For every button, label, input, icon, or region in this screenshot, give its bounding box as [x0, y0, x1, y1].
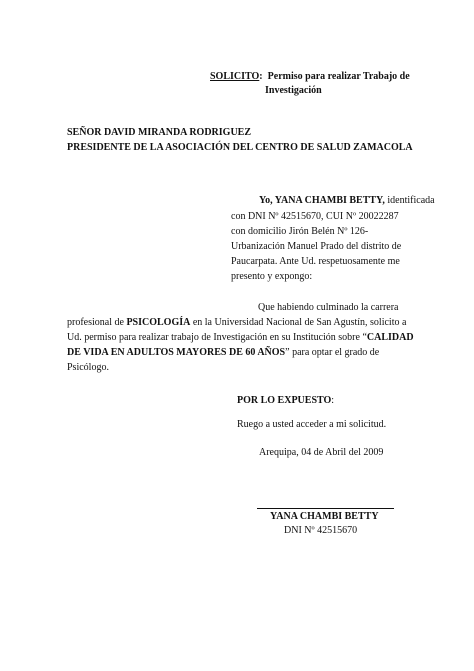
signature-name: YANA CHAMBI BETTY	[270, 511, 379, 522]
body-line1: Que habiendo culminado la carrera	[258, 302, 399, 313]
signature-id: DNI Nº 42515670	[284, 525, 358, 536]
body-line4	[67, 346, 379, 359]
intro-line1-rest: identificada	[384, 195, 435, 206]
requester-name: Yo, YANA CHAMBI BETTY,	[259, 195, 385, 206]
subject-colon: :	[259, 71, 263, 82]
closing-heading	[237, 394, 334, 407]
subject-text-line1: Permiso para realizar Trabajo de	[267, 71, 410, 82]
signature-line	[257, 508, 394, 509]
subject-label: SOLICITO	[210, 71, 260, 82]
thesis-title-part1: CALIDAD	[366, 332, 414, 343]
body-line2	[67, 316, 406, 329]
intro-line6: presento y expongo:	[231, 271, 313, 282]
body-line2-c: en la Universidad Nacional de San Agustín, solicito a	[190, 317, 407, 328]
intro-line1	[259, 194, 435, 207]
addressee-name: SEÑOR DAVID MIRANDA RODRIGUEZ	[67, 127, 252, 138]
subject-line	[210, 70, 410, 83]
subject-text-line2: Investigación	[265, 85, 322, 96]
thesis-title-part2: DE VIDA EN ADULTOS MAYORES DE 60 AÑOS	[67, 347, 286, 358]
closing-heading-text: POR LO EXPUESTO	[237, 395, 332, 406]
degree-name: PSICOLOGÍA	[126, 317, 191, 328]
intro-line3: con domicilio Jirón Belén Nº 126-	[231, 226, 369, 237]
closing-request: Ruego a usted acceder a mi solicitud.	[237, 419, 387, 430]
intro-line5: Paucarpata. Ante Ud. respetuosamente me	[231, 256, 400, 267]
body-line3	[67, 331, 414, 344]
intro-line2: con DNI Nº 42515670, CUI Nº 20022287	[231, 211, 399, 222]
closing-heading-colon: :	[331, 395, 335, 406]
body-line5: Psicólogo.	[67, 362, 109, 373]
place-date: Arequipa, 04 de Abril del 2009	[259, 447, 384, 458]
intro-line4: Urbanización Manuel Prado del distrito de	[231, 241, 402, 252]
body-line4-rest: ” para optar el grado de	[285, 347, 380, 358]
addressee-position: PRESIDENTE DE LA ASOCIACIÓN DEL CENTRO DE SALUD ZAMACOLA	[67, 142, 413, 153]
body-line2-a: profesional de	[67, 317, 127, 328]
body-line3-text: Ud. permiso para realizar trabajo de Investigación en su Institución sobre “	[67, 332, 367, 343]
